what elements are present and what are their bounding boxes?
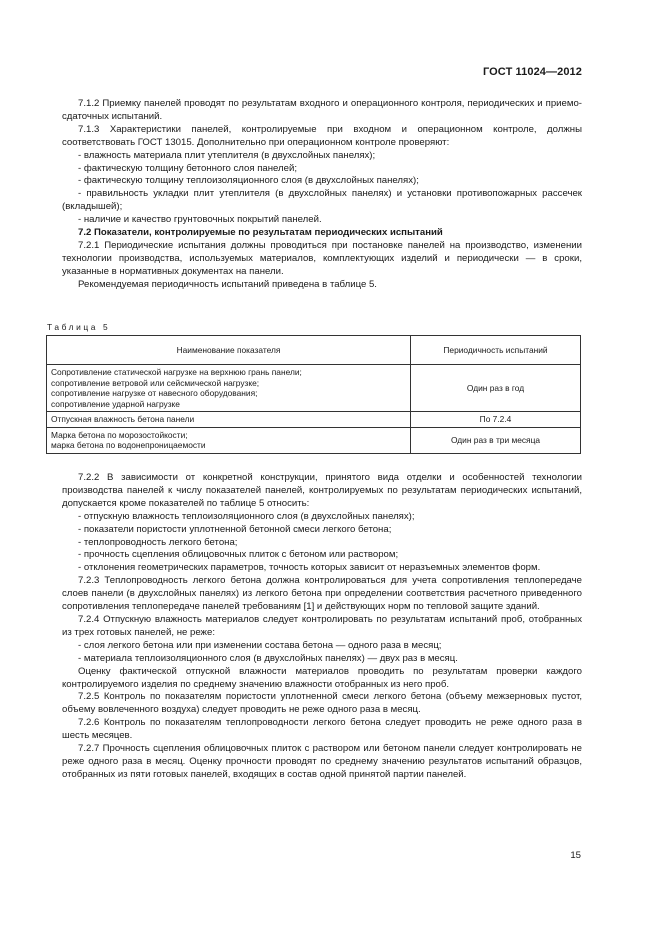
- cell-line: Сопротивление статической нагрузке на верхнюю грань панели;: [51, 367, 302, 377]
- section-7-2-text: [62, 472, 582, 782]
- paragraph-7-2-6: 7.2.6 Контроль по показателям теплопроводности легкого бетона следует проводить не реже одного раза в шесть месяцев.: [62, 717, 582, 742]
- paragraph-7-2-5: 7.2.5 Контроль по показателям пористости уплотненной смеси легкого бетона (объему межзерновых пустот, объему вовлеченного воздуха) следует проводить не реже одного раза в месяц.: [62, 691, 582, 716]
- list-item: - материала теплоизоляционного слоя (в двухслойных панелях) — двух раз в месяц.: [78, 652, 458, 664]
- paragraph-7-2-1: 7.2.1 Периодические испытания должны проводиться при постановке панелей на производство, изменении технологии производства, используемых материалов, комплектующих изделий и периодически — в сроки, указанные в нормативных документах на панели.: [62, 239, 582, 277]
- paragraph-7-2-2: 7.2.2 В зависимости от конкретной конструкции, принятого вида отделки и особенностей технологии производства панелей к числу показателей панелей, контролируемых по результатам периодических испытаний, допускается кроме показателей по таблице 5 относить:: [62, 472, 582, 509]
- list-item: - влажность материала плит утеплителя (в двухслойных панелях);: [78, 149, 376, 161]
- cell-line: сопротивление нагрузке от навесного оборудования;: [51, 388, 258, 398]
- list-item: - правильность укладки плит утеплителя (в двухслойных панелях) и установки противопожарных рассечек (вкладышей);: [62, 188, 582, 213]
- paragraph-7-1-2: 7.1.2 Приемку панелей проводят по результатам входного и операционного контроля, периодических и приемо-сдаточных испытаний.: [62, 98, 582, 122]
- paragraph-recommended: Рекомендуемая периодичность испытаний приведена в таблице 5.: [78, 278, 377, 290]
- cell-line: марка бетона по водонепроницаемости: [51, 440, 206, 450]
- list-item: - отпускную влажность теплоизоляционного слоя (в двухслойных панелях);: [78, 510, 415, 522]
- table-cell: Один раз в три месяца: [411, 427, 581, 453]
- list-item: - прочность сцепления облицовочных плиток с бетоном или раствором;: [78, 549, 399, 561]
- list-item: - слоя легкого бетона или при изменении состава бетона — одного раза в месяц;: [78, 639, 442, 651]
- table-row: [47, 427, 581, 453]
- list-item: - отклонения геометрических параметров, точность которых зависит от неразъемных элементов форм.: [78, 562, 541, 574]
- table-cell: [47, 412, 411, 428]
- list-item: - фактическую толщину теплоизоляционного слоя (в двухслойных панелях);: [78, 175, 419, 187]
- list-item: - теплопроводность легкого бетона;: [78, 536, 238, 548]
- table-caption: Таблица 5: [47, 322, 111, 332]
- table-cell: [47, 365, 411, 412]
- page-number: 15: [570, 850, 581, 861]
- table-row: [47, 412, 581, 428]
- table-header-row: [47, 336, 581, 365]
- paragraph-7-2-7: 7.2.7 Прочность сцепления облицовочных плиток с раствором или бетоном панели следует контролировать не реже одного раза в месяц. Оценку прочности проводят по среднему значению результатов испытаний образцов, отобранных из пяти готовых панелей, входящих в состав одной принятой партии панелей.: [62, 743, 582, 780]
- paragraph-7-2-4-assessment: Оценку фактической отпускной влажности материалов проводить по результатам проверки каждого контролируемого изделия по среднему значению влажности отобранных из него проб.: [62, 665, 582, 690]
- list-item: - фактическую толщину бетонного слоя панелей;: [78, 162, 298, 174]
- paragraph-7-1-3: 7.1.3 Характеристики панелей, контролируемые при входном и операционном контроле, должны соответствовать ГОСТ 13015. Дополнительно при операционном контроле проверяют:: [62, 123, 582, 148]
- cell-line: Отпускная влажность бетона панели: [51, 414, 195, 424]
- cell-line: Марка бетона по морозостойкости;: [51, 429, 188, 440]
- table-cell: Один раз в год: [411, 365, 581, 412]
- list-item: - показатели пористости уплотненной бетонной смеси легкого бетона;: [78, 523, 392, 535]
- cell-line: сопротивление ветровой или сейсмической нагрузке;: [51, 377, 260, 388]
- paragraph-7-2-4: 7.2.4 Отпускную влажность материалов следует контролировать по результатам испытаний проб, отобранных из трех готовых панелей, не реже:: [62, 613, 582, 638]
- standard-code-header: ГОСТ 11024—2012: [482, 66, 582, 78]
- table-cell: По 7.2.4: [411, 412, 581, 428]
- table-5: [46, 335, 581, 454]
- list-item: - наличие и качество грунтовочных покрытий панелей.: [78, 214, 322, 226]
- section-heading-7-2: 7.2 Показатели, контролируемые по результатам периодических испытаний: [78, 227, 443, 239]
- section-7-1-text: [62, 98, 582, 292]
- paragraph-7-2-3: 7.2.3 Теплопроводность легкого бетона должна контролироваться для учета сопротивления теплопередаче слоев панели (в двухслойных панелях) из легкого бетона при определении соответствия расчетного приведенного сопротивления теплопередаче панелей требованиям [1] и действующих норм по тепловой защите зданий.: [62, 575, 582, 613]
- table-header-cell: Наименование показателя: [47, 336, 411, 365]
- table-row: [47, 365, 581, 412]
- table-cell: [47, 427, 411, 453]
- table-header-cell: Периодичность испытаний: [411, 336, 581, 365]
- cell-line: сопротивление ударной нагрузке: [51, 398, 180, 409]
